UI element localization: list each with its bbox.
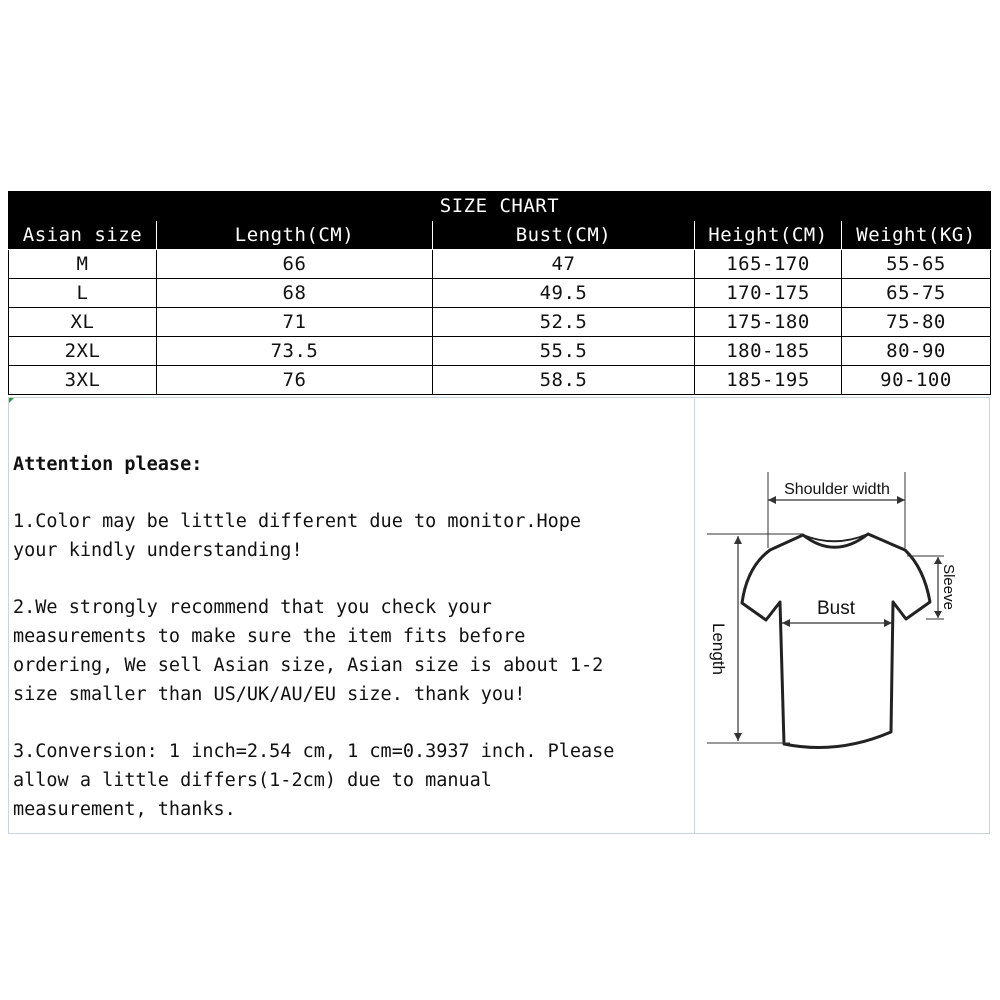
cell-weight: 90-100 (842, 366, 991, 395)
cell-length: 73.5 (157, 337, 433, 366)
shoulder-width-label: Shoulder width (784, 481, 890, 498)
size-chart-title: SIZE CHART (9, 192, 991, 221)
cell-size: 3XL (9, 366, 157, 395)
cell-weight: 80-90 (842, 337, 991, 366)
cell-height: 175-180 (695, 308, 842, 337)
cell-bust: 47 (433, 250, 695, 279)
cell-length: 66 (157, 250, 433, 279)
cell-size: L (9, 279, 157, 308)
cell-weight: 75-80 (842, 308, 991, 337)
table-row (9, 308, 991, 337)
corner-mark-icon (9, 398, 14, 403)
table-row (9, 337, 991, 366)
header-height: Height(CM) (695, 221, 842, 250)
cell-weight: 65-75 (842, 279, 991, 308)
header-weight: Weight(KG) (842, 221, 991, 250)
panel-divider (694, 398, 695, 833)
size-chart-table (8, 191, 991, 395)
note-item-conversion: 3.Conversion: 1 inch=2.54 cm, 1 cm=0.3937 inch. Please allow a little differs(1-2cm) due to manual measurement, thanks. (13, 741, 615, 820)
note-item-measurement: 2.We strongly recommend that you check your measurements to make sure the item fits before ordering, We sell Asian size, Asian size is about 1-2 size smaller than US/UK/AU/EU size. thank you! (13, 597, 604, 705)
tshirt-measurement-diagram (700, 462, 960, 762)
table-row (9, 366, 991, 395)
header-asian-size: Asian size (9, 221, 157, 250)
cell-height: 170-175 (695, 279, 842, 308)
cell-length: 71 (157, 308, 433, 337)
cell-size: M (9, 250, 157, 279)
note-item-color: 1.Color may be little different due to monitor.Hope your kindly understanding! (13, 511, 582, 561)
cell-height: 185-195 (695, 366, 842, 395)
cell-size: 2XL (9, 337, 157, 366)
cell-length: 68 (157, 279, 433, 308)
cell-bust: 58.5 (433, 366, 695, 395)
cell-bust: 49.5 (433, 279, 695, 308)
table-row (9, 250, 991, 279)
cell-weight: 55-65 (842, 250, 991, 279)
tshirt-outline-icon (742, 534, 930, 748)
bust-label: Bust (816, 598, 856, 619)
cell-size: XL (9, 308, 157, 337)
header-length: Length(CM) (157, 221, 433, 250)
header-bust: Bust(CM) (433, 221, 695, 250)
attention-heading: Attention please: (13, 454, 203, 475)
cell-length: 76 (157, 366, 433, 395)
table-row (9, 279, 991, 308)
cell-height: 180-185 (695, 337, 842, 366)
cell-height: 165-170 (695, 250, 842, 279)
sleeve-label: Sleeve (940, 564, 957, 610)
length-label: Length (709, 623, 728, 675)
attention-notes (13, 450, 693, 852)
cell-bust: 55.5 (433, 337, 695, 366)
cell-bust: 52.5 (433, 308, 695, 337)
